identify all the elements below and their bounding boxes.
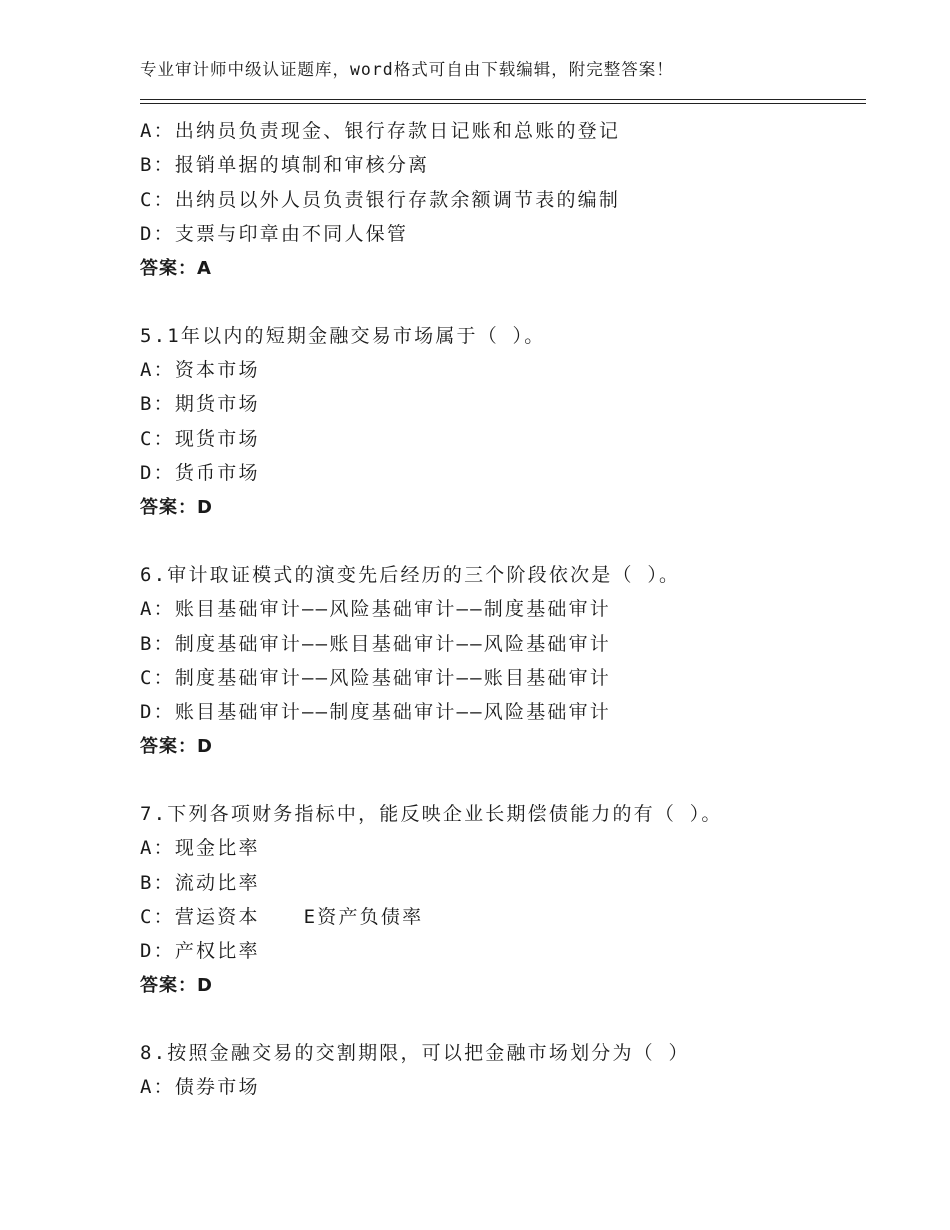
- q6-option-c: C：制度基础审计——风险基础审计——账目基础审计: [140, 667, 611, 689]
- q6-answer: 答案：D: [140, 736, 213, 757]
- q7-option-c: [140, 905, 423, 929]
- q6-option-b: B：制度基础审计——账目基础审计——风险基础审计: [140, 633, 611, 655]
- q5-answer: 答案：D: [140, 497, 213, 518]
- q5-option-a: A：资本市场: [140, 359, 260, 381]
- q5-option-b: B：期货市场: [140, 393, 260, 415]
- q6-stem: 6.审计取证模式的演变先后经历的三个阶段依次是（ ）。: [140, 564, 681, 586]
- q5-stem: 5.1年以内的短期金融交易市场属于（ ）。: [140, 325, 546, 347]
- q4-option-c: C：出纳员以外人员负责银行存款余额调节表的编制: [140, 189, 621, 211]
- q4-option-d: D：支票与印章由不同人保管: [140, 223, 409, 245]
- q7-option-e-text: E资产负债率: [303, 906, 424, 928]
- q7-option-b: B：流动比率: [140, 872, 260, 894]
- q7-stem: 7.下列各项财务指标中，能反映企业长期偿债能力的有（ ）。: [140, 803, 723, 825]
- q4-option-a: A：出纳员负责现金、银行存款日记账和总账的登记: [140, 120, 621, 142]
- q7-option-d: D：产权比率: [140, 940, 260, 962]
- q4-answer: 答案：A: [140, 258, 212, 279]
- q6-option-d: D：账目基础审计——制度基础审计——风险基础审计: [140, 701, 611, 723]
- q5-option-d: D：货币市场: [140, 462, 260, 484]
- q7-option-a: A：现金比率: [140, 837, 260, 859]
- page-header: 专业审计师中级认证题库，word格式可自由下载编辑，附完整答案！: [140, 60, 674, 79]
- header-divider-top: [140, 99, 866, 100]
- header-divider-bottom: [140, 103, 866, 104]
- q7-option-c-text: C：营运资本: [140, 906, 260, 928]
- q8-option-a: A：债券市场: [140, 1076, 260, 1098]
- q6-option-a: A：账目基础审计——风险基础审计——制度基础审计: [140, 598, 611, 620]
- q5-option-c: C：现货市场: [140, 428, 260, 450]
- q8-stem: 8.按照金融交易的交割期限，可以把金融市场划分为（ ）: [140, 1042, 690, 1064]
- q7-answer: 答案：D: [140, 975, 213, 996]
- q4-option-b: B：报销单据的填制和审核分离: [140, 154, 430, 176]
